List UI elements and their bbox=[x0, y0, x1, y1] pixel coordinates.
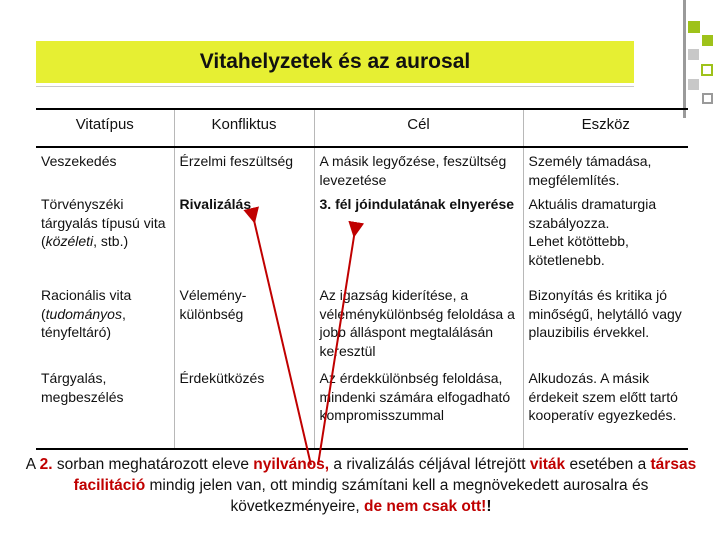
cell-tool-line: Lehet kötöttebb, kötetlenebb. bbox=[528, 233, 629, 268]
cell-conflict: Vélemény-különbség bbox=[174, 282, 314, 365]
header-konfliktus: Konfliktus bbox=[174, 109, 314, 147]
footer-text: esetében a bbox=[565, 456, 651, 473]
arrow-rivalizalas bbox=[253, 216, 311, 465]
cell-tool: Alkudozás. A másik érdekeit szem előtt tartó kooperatív egyezkedés. bbox=[523, 365, 688, 449]
cell-conflict: Érzelmi feszültség bbox=[174, 147, 314, 191]
cell-type-italic: tudományos bbox=[45, 305, 122, 322]
slide-title: Vitahelyzetek és az aurosal bbox=[199, 50, 471, 73]
footer-text: mindig jelen van, ott mindig számítani kell a megnövekedett aurosalra és következményeire, bbox=[145, 477, 649, 515]
cell-tool: Bizonyítás és kritika jó minőségű, helytálló vagy plauzibilis érvekkel. bbox=[523, 282, 688, 365]
footer-highlight: 2. bbox=[39, 456, 53, 473]
cell-type-text: Racionális vita ( bbox=[41, 287, 132, 322]
cell-type: Veszekedés bbox=[41, 153, 117, 169]
footer-note bbox=[14, 454, 708, 517]
cell-conflict: Rivalizálás bbox=[174, 191, 314, 282]
cell-type: Tárgyalás, megbeszélés bbox=[41, 370, 124, 405]
cell-goal: Az igazság kiderítése, a véleménykülönbség feloldása a jobb álláspont megtalálásán keresztül bbox=[314, 282, 523, 365]
cell-goal: Az érdekkülönbség feloldása, mindenki számára elfogadható kompromisszummal bbox=[314, 365, 523, 449]
cell-type-text: , tényfeltáró) bbox=[41, 305, 126, 340]
cell-tool-line: Aktuális dramaturgia szabályozza. bbox=[528, 196, 657, 231]
cell-goal: A másik legyőzése, feszültség levezetése bbox=[314, 147, 523, 191]
arrow-harmadik-fel bbox=[318, 230, 355, 465]
footer-text: ! bbox=[486, 498, 492, 515]
cell-goal: 3. fél jóindulatának elnyerése bbox=[314, 191, 523, 282]
footer-text: a rivalizálás céljával létrejött bbox=[329, 456, 530, 473]
footer-highlight: nyilvános, bbox=[253, 456, 330, 473]
footer-highlight: viták bbox=[529, 456, 566, 473]
cell-conflict: Érdekütközés bbox=[174, 365, 314, 449]
header-cel: Cél bbox=[314, 109, 523, 147]
cell-type-italic: közéleti bbox=[45, 233, 94, 249]
cell-type-text: Törvényszéki tárgyalás típusú vita ( bbox=[41, 196, 166, 249]
header-eszkoz: Eszköz bbox=[523, 109, 688, 147]
footer-text: A bbox=[25, 456, 40, 473]
cell-tool: Személy támadása, megfélemlítés. bbox=[523, 147, 688, 191]
header-vitatipus: Vitatípus bbox=[75, 116, 134, 133]
footer-text: sorban meghatározott eleve bbox=[52, 456, 254, 473]
cell-type-text: , stb.) bbox=[93, 233, 129, 249]
footer-highlight: de nem csak ott! bbox=[364, 498, 487, 515]
footer-highlight: társas facilitáció bbox=[73, 456, 697, 494]
